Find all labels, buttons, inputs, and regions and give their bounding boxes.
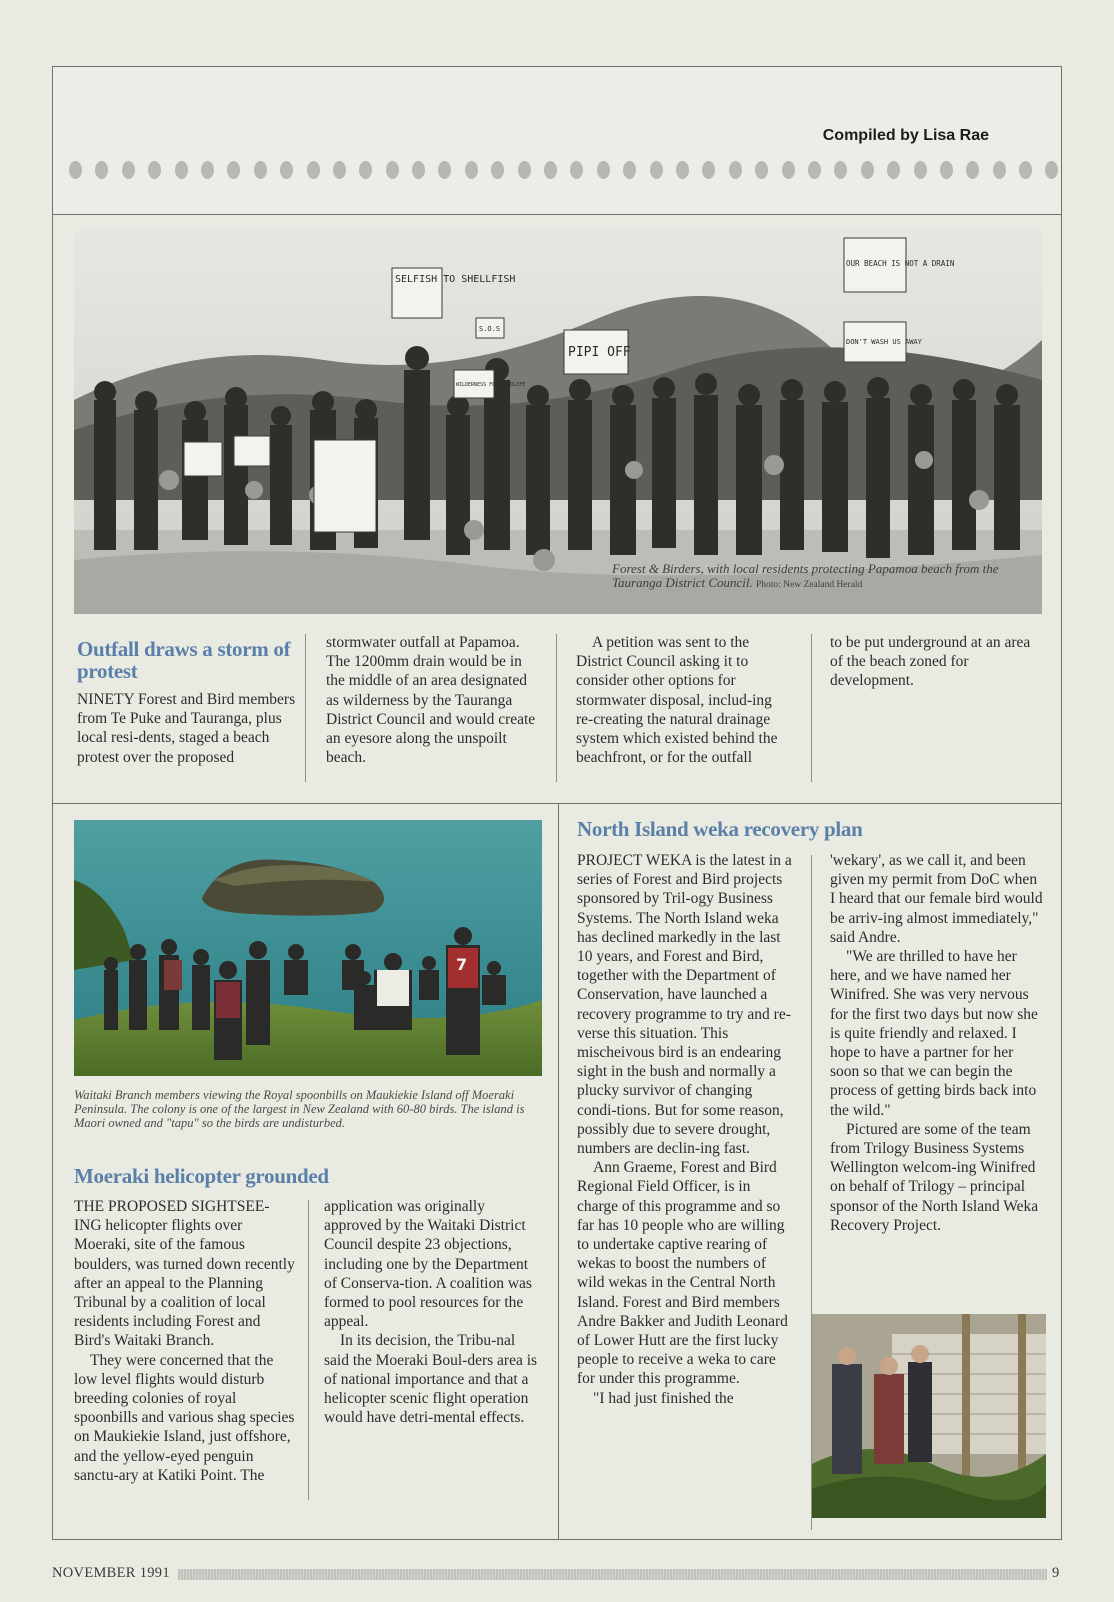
decorative-dot	[518, 161, 531, 179]
decorative-dot	[69, 161, 82, 179]
sign-wilderness: WILDERNESS FOR WILDLIFE	[456, 382, 526, 388]
footer-date: NOVEMBER 1991	[52, 1565, 170, 1581]
decorative-dot	[729, 161, 742, 179]
weka-col-2: 'wekary', as we call it, and been given my permit from DoC when I heard that our female bird would be arriv-ing almost immediately," said Andre. "We are thrilled to have her here, and we have named her Winifred. She was very nervous for the first two days but now she is quite friendly and relaxed. I hope to have a partner for her soon so that we can begin the process of getting birds back into the wild." Pictured are some of the team from Trilogy Business Systems Wellington welcom-ing Winifred on behalf of Trilogy – principal sponsor of the North Island Weka Recovery Project.	[830, 852, 1043, 1234]
compiled-by: Compiled by Lisa Rae	[822, 127, 989, 144]
col-divider	[811, 634, 812, 782]
decorative-dot	[95, 161, 108, 179]
decorative-dot	[755, 161, 768, 179]
decorative-dot	[227, 161, 240, 179]
decorative-dot	[307, 161, 320, 179]
decorative-dot	[623, 161, 636, 179]
decorative-dot	[333, 161, 346, 179]
decorative-dot	[438, 161, 451, 179]
decorative-dot	[359, 161, 372, 179]
outfall-col-2: stormwater outfall at Papamoa. The 1200mm drain would be in the middle of an area designated as wilderness by the Tauranga District Council and would create an eyesore along the unspoilt beach.	[326, 634, 536, 767]
sign-sos: S.O.S	[479, 325, 501, 333]
decorative-dot	[650, 161, 663, 179]
protest-photo-caption: Forest & Birders, with local residents protecting Papamoa beach from the Tauranga District Council. Photo: New Zealand Herald	[612, 561, 999, 590]
decorative-dot	[465, 161, 478, 179]
decorative-dot	[861, 161, 874, 179]
decorative-dot	[702, 161, 715, 179]
protest-photo	[74, 230, 1042, 614]
decorative-dot	[254, 161, 267, 179]
dot-rule	[69, 159, 1059, 181]
decorative-dot	[993, 161, 1006, 179]
decorative-dot	[280, 161, 293, 179]
decorative-dot	[201, 161, 214, 179]
decorative-dot	[887, 161, 900, 179]
decorative-dot	[175, 161, 188, 179]
decorative-dot	[966, 161, 979, 179]
sign-pipi: PIPI OFF	[568, 345, 631, 360]
outfall-col-3: A petition was sent to the District Council asking it to consider other options for stormwater disposal, includ-ing re-creating the natural drainage system which existed behind the beachfront, or for the outfall	[576, 634, 778, 767]
outfall-col-1: NINETY Forest and Bird members from Te Puke and Tauranga, plus local resi-dents, staged a beach protest over the proposed	[77, 691, 296, 766]
spoonbill-photo	[74, 820, 542, 1076]
decorative-dot	[412, 161, 425, 179]
moeraki-headline: Moeraki helicopter grounded	[74, 1164, 329, 1188]
page-number: 9	[1052, 1565, 1060, 1581]
weka-col-1: PROJECT WEKA is the latest in a series of Forest and Bird projects sponsored by Tril-ogy Business Systems. The North Island weka has declined markedly in the last 10 years, and Forest and Bird, together with the Department of Conservation, have launched a recovery programme to try and re-verse this situation. This mischeivous bird is an endearing sight in the bush and normally a plucky survivor of changing condi-tions. But for some reason, possibly due to severe drought, numbers are declin-ing fast. Ann Graeme, Forest and Bird Regional Field Officer, is in charge of this programme and so far has 10 people who are willing to undertake captive rearing of wekas to boost the numbers of wild wekas in the Central North Island. Forest and Bird members Andre Bakker and Judith Leonard of Lower Hutt are the first lucky people to receive a weka to care for under this programme. "I had just finished the	[577, 852, 792, 1407]
decorative-dot	[570, 161, 583, 179]
photo-credit: Photo: New Zealand Herald	[755, 580, 863, 590]
decorative-dot	[914, 161, 927, 179]
decorative-dot	[782, 161, 795, 179]
decorative-dot	[676, 161, 689, 179]
section-header	[53, 67, 1061, 215]
decorative-dot	[386, 161, 399, 179]
weka-headline: North Island weka recovery plan	[577, 817, 863, 841]
spoonbill-caption: Waitaki Branch members viewing the Royal spoonbills on Maukiekie Island off Moeraki Peninsula. The colony is one of the largest in New Zealand with 60-80 birds. The island is Maori owned and "tapu" so the birds are undisturbed.	[74, 1088, 525, 1130]
decorative-dot	[940, 161, 953, 179]
outfall-col-4: to be put underground at an area of the beach zoned for development.	[830, 634, 1031, 690]
decorative-dot	[491, 161, 504, 179]
decorative-dot	[1045, 161, 1058, 179]
decorative-dot	[544, 161, 557, 179]
decorative-dot	[834, 161, 847, 179]
sign-wash: DON'T WASH US AWAY	[846, 338, 922, 346]
outfall-headline: Outfall draws a storm of protest	[77, 637, 291, 683]
section-column-divider	[558, 804, 559, 1540]
col-divider	[308, 1200, 309, 1500]
footer-rule	[178, 1569, 1047, 1580]
col-divider	[556, 634, 557, 782]
moeraki-col-1: THE PROPOSED SIGHTSEE-ING helicopter flights over Moeraki, site of the famous boulders, was turned down recently after an appeal to the Planning Tribunal by a coalition of local residents including Forest and Bird's Waitaki Branch. They were concerned that the low level flights would disturb breeding colonies of royal spoonbills and various shag species on Maukiekie Island, just offshore, and the yellow-eyed penguin sanctu-ary at Katiki Point. The	[74, 1198, 295, 1484]
moeraki-col-2: application was originally approved by the Waitaki District Council despite 23 objections, including one by the Department of Conserva-tion. A coalition was formed to pool resources for the appeal. In its decision, the Tribu-nal said the Moeraki Boul-ders area is of national importance and that a helicopter scenic flight operation would have detri-mental effects.	[324, 1198, 538, 1427]
section-divider	[53, 803, 1061, 804]
decorative-dot	[148, 161, 161, 179]
col-divider	[305, 634, 306, 782]
sign-selfish: SELFISH TO SHELLFISH	[395, 274, 516, 285]
weka-photo	[812, 1314, 1046, 1518]
decorative-dot	[122, 161, 135, 179]
jersey-number: 7	[456, 955, 468, 974]
decorative-dot	[808, 161, 821, 179]
sign-beach: OUR BEACH IS NOT A DRAIN	[846, 259, 955, 268]
decorative-dot	[1019, 161, 1032, 179]
decorative-dot	[597, 161, 610, 179]
